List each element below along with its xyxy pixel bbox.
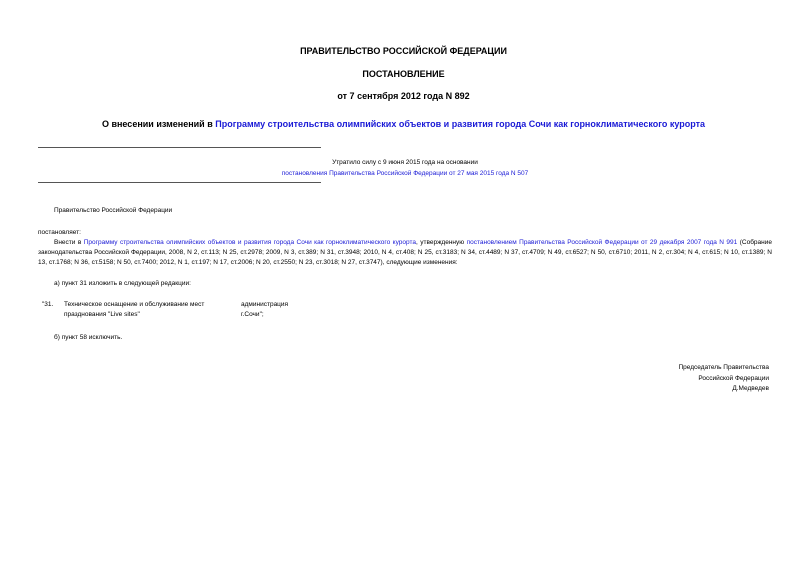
row-number: "31.: [42, 301, 54, 308]
divider-bottom: [38, 182, 321, 183]
title-prefix: О внесении изменений в: [101, 119, 216, 129]
divider-top: [38, 147, 321, 148]
decree-991-link[interactable]: постановлением Правительства Российской Федерации от 29 декабря 2007 года N 991: [466, 239, 738, 246]
signature-name: Д.Медведев: [732, 385, 769, 392]
document-title: [0, 119, 807, 129]
status-note: [38, 157, 772, 179]
doc-type-heading: ПОСТАНОВЛЕНИЕ: [362, 69, 445, 79]
main-prefix: Внести в: [54, 239, 84, 246]
item-b: б) пункт 58 исключить.: [54, 334, 123, 341]
item-a: а) пункт 31 изложить в следующей редакции:: [54, 280, 191, 287]
repeal-decree-link[interactable]: постановления Правительства Российской Федерации от 27 мая 2015 года N 507: [281, 170, 529, 177]
main-middle: , утвержденную: [415, 239, 467, 246]
main-suffix: (Собрание законодательства Российской Федерации, 2008, N 2, ст.113; N 25, ст.2978; 2009, N 3, ст.389; N 31, ст.3948; 2010, N 4, ст.408; N 25, ст.3183; N 34, ст.4489; N 37, ст.4709; N 49, ст.6527; N 50, ст.6710; 2011, N 2, ст.304; N 4, ст.615; N 10, ст.1389; N 13, ст.1768; N 36, ст.5158; N 50, ст.7400; 2012, N 1, ст.197; N 17, ст.2006; N 20, ст.2550; N 23, ст.3018; N 27, ст.3747), следующие изменения:: [38, 239, 772, 266]
row-executor-line2: г.Сочи";: [241, 311, 264, 318]
row-name-line2: празднования "Live sites": [64, 311, 140, 318]
date-number-heading: от 7 сентября 2012 года N 892: [337, 91, 470, 101]
decides-line: постановляет:: [38, 229, 81, 236]
government-heading: ПРАВИТЕЛЬСТВО РОССИЙСКОЙ ФЕДЕРАЦИИ: [300, 46, 507, 56]
signature-block: [678, 363, 769, 395]
row-name-line1: Техническое оснащение и обслуживание мест: [64, 301, 205, 308]
program-title-link[interactable]: Программу строительства олимпийских объектов и развития города Сочи как горноклиматического курорта: [215, 119, 706, 129]
signature-title: Председатель Правительства: [678, 364, 769, 371]
status-note-line: Утратило силу с 9 июня 2015 года на основании: [332, 159, 478, 166]
row-executor-line1: администрация: [241, 301, 289, 308]
signature-org: Российской Федерации: [698, 374, 769, 382]
main-paragraph: [38, 238, 772, 268]
program-link[interactable]: Программу строительства олимпийских объектов и развития города Сочи как горноклиматического курорта: [83, 239, 416, 246]
government-line: Правительство Российской Федерации: [54, 207, 173, 214]
